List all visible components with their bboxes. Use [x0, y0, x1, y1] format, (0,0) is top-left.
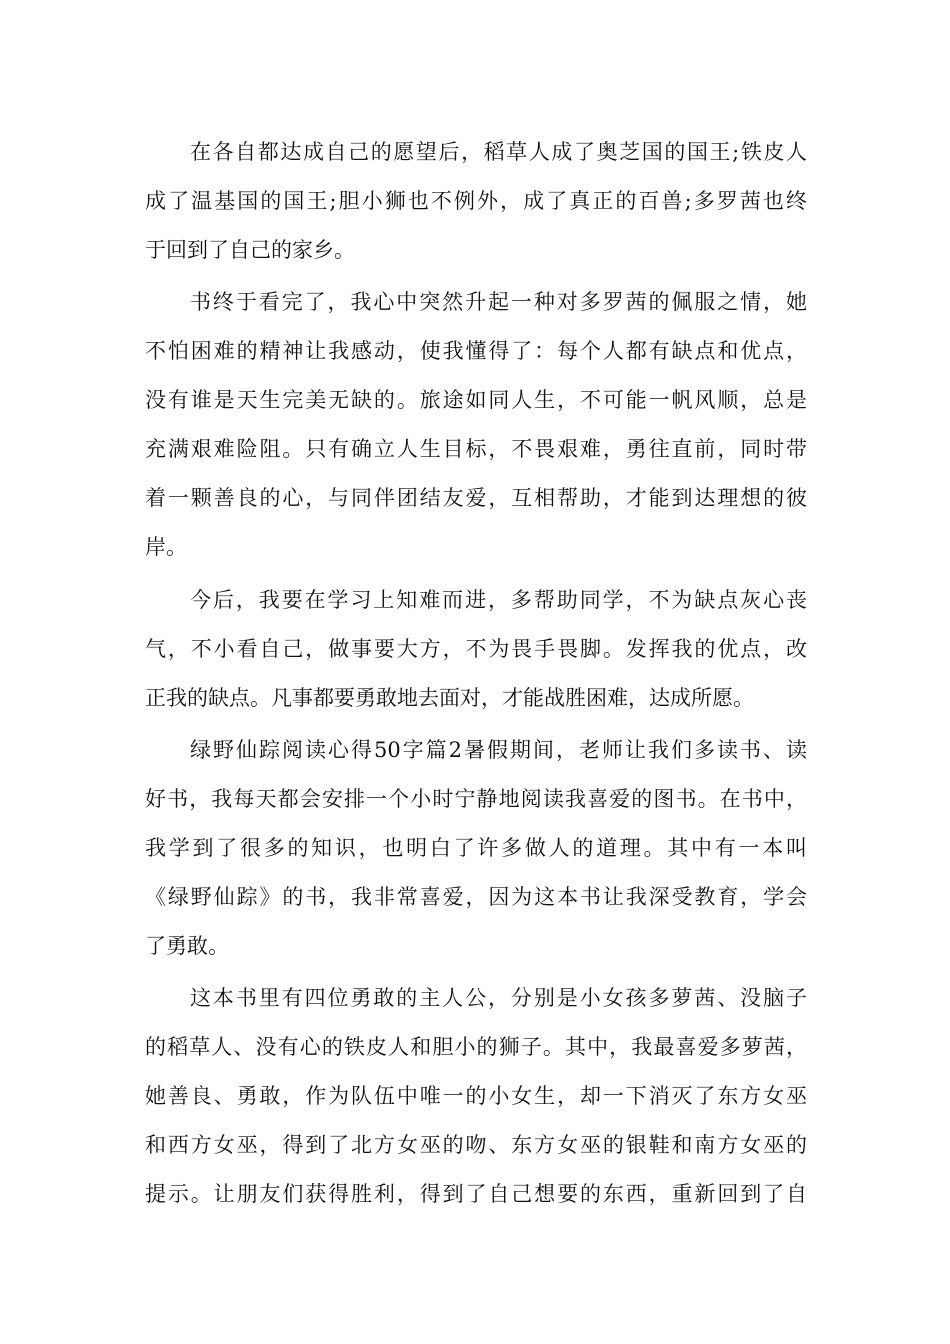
- paragraph-2-line-5: 着一颗善良的心，与同伴团结友爱，互相帮助，才能到达理想的彼: [145, 486, 807, 510]
- paragraph-2-line-1: 书终于看完了，我心中突然升起一种对多罗茜的佩服之情，她: [190, 290, 807, 314]
- paragraph-2-line-6: 岸。: [145, 535, 187, 559]
- paragraph-2-line-2: 不怕困难的精神让我感动，使我懂得了：每个人都有缺点和优点，: [145, 339, 807, 363]
- paragraph-3-line-2: 气，不小看自己，做事要大方，不为畏手畏脚。发挥我的优点，改: [145, 637, 807, 661]
- paragraph-3-line-1: 今后，我要在学习上知难而进，多帮助同学，不为缺点灰心丧: [190, 588, 807, 612]
- paragraph-5-line-4: 和西方女巫，得到了北方女巫的吻、东方女巫的银鞋和南方女巫的: [145, 1133, 807, 1157]
- paragraph-4-line-1: 绿野仙踪阅读心得50字篇2暑假期间，老师让我们多读书、读: [190, 738, 807, 762]
- paragraph-5-line-3: 她善良、勇敢，作为队伍中唯一的小女生，却一下消灭了东方女巫: [145, 1084, 807, 1108]
- paragraph-2-line-3: 没有谁是天生完美无缺的。旅途如同人生，不可能一帆风顺，总是: [145, 388, 807, 412]
- paragraph-4-line-5: 了勇敢。: [145, 934, 229, 958]
- paragraph-2-line-4: 充满艰难险阻。只有确立人生目标，不畏艰难，勇往直前，同时带: [145, 437, 807, 461]
- paragraph-1-line-2: 成了温基国的国王;胆小狮也不例外，成了真正的百兽;多罗茜也终: [145, 189, 807, 213]
- paragraph-1-line-1: 在各自都达成自己的愿望后，稻草人成了奥芝国的国王;铁皮人: [190, 140, 807, 164]
- paragraph-5-line-5: 提示。让朋友们获得胜利，得到了自己想要的东西，重新回到了自: [145, 1182, 807, 1206]
- paragraph-4-line-3: 我学到了很多的知识，也明白了许多做人的道理。其中有一本叫: [145, 836, 807, 860]
- paragraph-5-line-2: 的稻草人、没有心的铁皮人和胆小的狮子。其中，我最喜爱多萝茜，: [145, 1035, 807, 1059]
- paragraph-5-line-1: 这本书里有四位勇敢的主人公，分别是小女孩多萝茜、没脑子: [190, 986, 807, 1010]
- paragraph-4-line-2: 好书，我每天都会安排一个小时宁静地阅读我喜爱的图书。在书中，: [145, 787, 807, 811]
- paragraph-4-line-4: 《绿野仙踪》的书，我非常喜爱，因为这本书让我深受教育，学会: [145, 885, 807, 909]
- paragraph-1-line-3: 于回到了自己的家乡。: [145, 238, 355, 262]
- paragraph-3-line-3: 正我的缺点。凡事都要勇敢地去面对，才能战胜困难，达成所愿。: [145, 686, 754, 710]
